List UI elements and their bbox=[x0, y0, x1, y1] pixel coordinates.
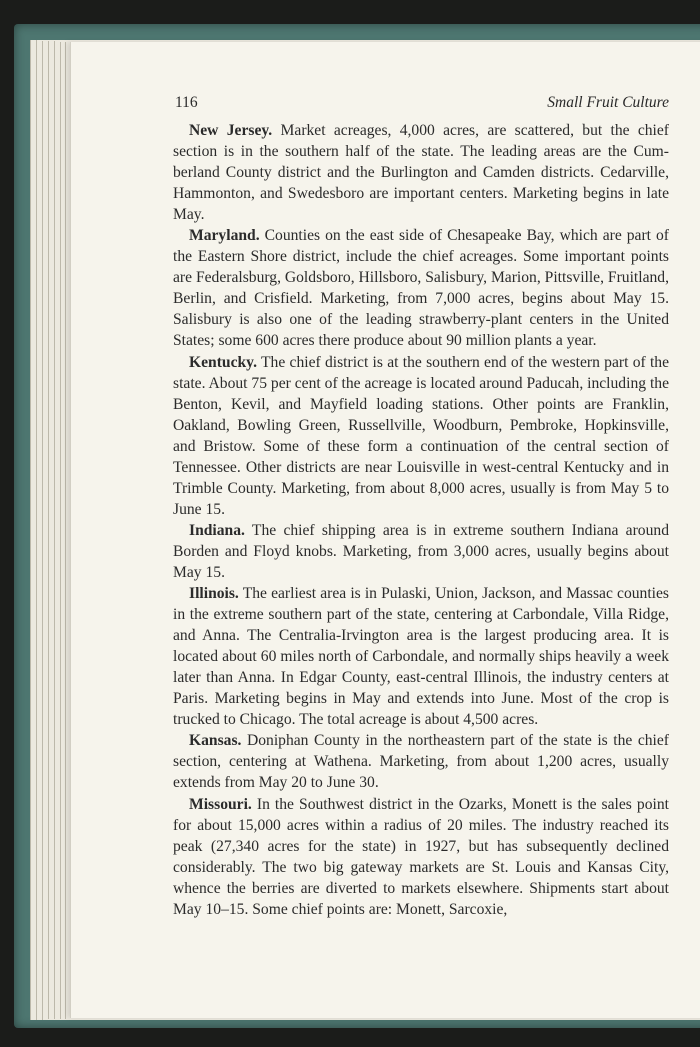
paragraph-kansas bbox=[173, 730, 669, 793]
running-head: Small Fruit Culture bbox=[547, 94, 669, 111]
paragraph-illinois bbox=[173, 583, 669, 730]
entry-heading: Maryland. bbox=[189, 227, 260, 245]
entry-heading: Illinois. bbox=[189, 585, 239, 603]
entry-heading: Kansas. bbox=[189, 732, 242, 750]
body-text bbox=[173, 120, 669, 920]
entry-text: The earliest area is in Pulaski, Union, Jackson, and Massac counties in the extreme southern part of the state, centering at Carbondale, Villa Ridge, and Anna. The Centralia-Irvington area is the largest producing area. It is located about 60 miles north of Carbondale, and normally ships heavily a week later than Anna. In Edgar County, east-central Illinois, the industry centers at Paris. Marketing begins in May and extends into June. Most of the crop is trucked to Chicago. The total acreage is about 4,500 acres. bbox=[173, 585, 669, 729]
entry-heading: Missouri. bbox=[189, 795, 252, 813]
paragraph-indiana bbox=[173, 520, 669, 583]
entry-text: In the Southwest district in the Ozarks, Monett is the sales point for about 15,000 acres within a radius of 20 miles. The industry reached its peak (27,340 acres for the state) in 1927, but has subsequently declined considerably. The two big gateway markets are St. Louis and Kansas City, whence the berries are diverted to markets elsewhere. Shipments start about May 10–15. Some chief points are: Monett, Sarcoxie, bbox=[173, 795, 669, 918]
entry-text: Counties on the east side of Chesapeake Bay, which are part of the Eastern Shore district, include the chief acreages. Some important points are Federalsburg, Goldsboro, Hillsboro, Salisbury, Marion, Pittsville, Fruitland, Berlin, and Crisfield. Marketing, from 7,000 acres, begins about May 15. Salisbury is also one of the leading strawberry-plant centers in the United States; some 600 acres there produce about 90 million plants a year. bbox=[173, 227, 669, 350]
page-number: 116 bbox=[175, 94, 198, 111]
entry-heading: Indiana. bbox=[189, 521, 245, 539]
page-header bbox=[175, 94, 669, 118]
entry-text: Market acreages, 4,000 acres, are scattered, but the chief section is in the southern half of the state. The leading areas are the Cumberland County district and the Burlington and Camden districts. Cedarville, Hammonton, and Swedesboro are important centers. Marketing begins in late May. bbox=[173, 122, 670, 224]
paragraph-new-jersey bbox=[173, 120, 669, 225]
paragraph-kentucky bbox=[173, 352, 669, 520]
entry-heading: New Jersey. bbox=[189, 122, 273, 139]
entry-text: The chief district is at the southern end of the western part of the state. About 75 per cent of the acreage is located around Paducah, including the Benton, Kevil, and Mayfield loading stations. Other points are Franklin, Oakland, Bowling Green, Russellville, Woodburn, Pembroke, Hopkinsville, and Bristow. Some of these form a continuation of the central section of Tennessee. Other districts are near Louisville in west-central Kentucky and in Trimble County. Marketing, from about 8,000 acres, usually is from May 5 to June 15. bbox=[173, 353, 670, 518]
entry-text: The chief shipping area is in extreme southern Indiana around Borden and Floyd knobs. Marketing, from 3,000 acres, usually begins about May 15. bbox=[173, 521, 669, 581]
entry-heading: Kentucky. bbox=[189, 353, 258, 371]
entry-text: Doniphan County in the northeastern part of the state is the chief section, centering at Wathena. Marketing, from about 1,200 acres, usually extends from May 20 to June 30. bbox=[173, 732, 670, 792]
paragraph-missouri bbox=[173, 794, 669, 920]
paragraph-maryland bbox=[173, 225, 669, 351]
